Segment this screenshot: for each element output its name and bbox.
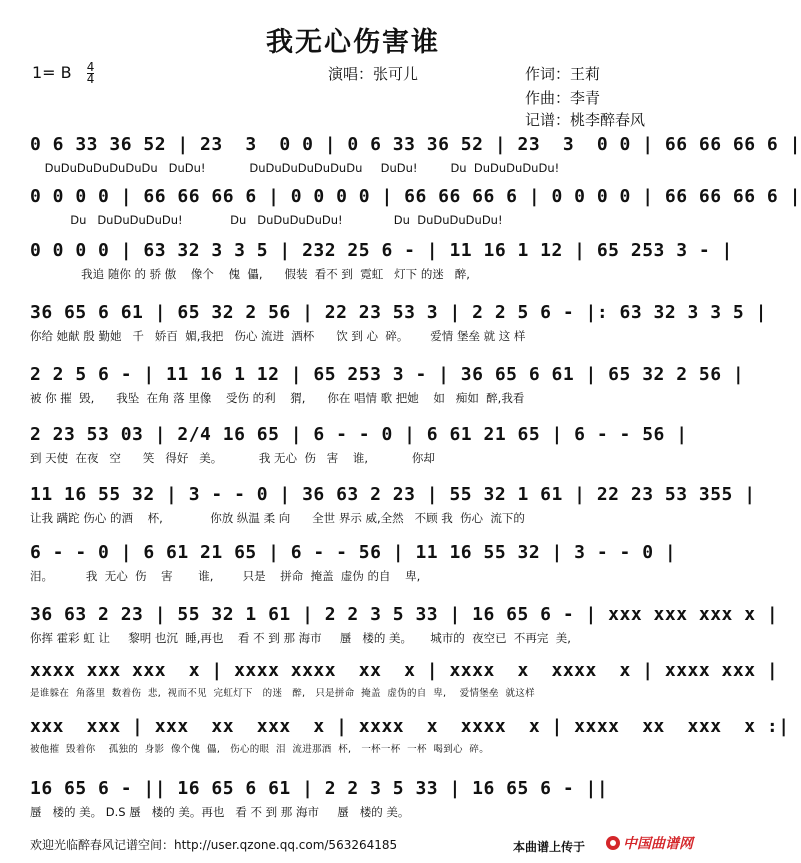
- score-row: [30, 238, 733, 286]
- score-row: [30, 362, 745, 410]
- lyrics-line: 到 天使 在夜 空 笑 得好 美。 我 无心 伤 害 谁, 你却: [30, 451, 435, 465]
- score-row: [30, 540, 676, 588]
- notes-line: 11 16 55 32 | 3 - - 0 | 36 63 2 23 | 55 32 1 61 | 22 23 53 355 |: [30, 484, 756, 505]
- score-row: [30, 658, 779, 706]
- footer-link[interactable]: 欢迎光临醉春风记谱空间：http://user.qzone.qq.com/563264185: [30, 838, 398, 852]
- score-row: [30, 300, 767, 348]
- key-label: 1= B: [32, 63, 72, 82]
- lyrics-line: 蜃 楼的 美。 D.S 蜃 楼的 美。再也 看 不 到 那 海市 蜃 楼的 美。: [30, 805, 410, 819]
- lyrics-line: 你给 她献 殷 勤她 千 娇百 媚,我把 伤心 流进 酒杯 饮 到 心 碎。 爱情 堡垒 就 这 样: [30, 329, 526, 343]
- notes-line: 2 2 5 6 - | 11 16 1 12 | 65 253 3 - | 36 65 6 61 | 65 32 2 56 |: [30, 364, 745, 385]
- score-row: [30, 776, 676, 824]
- lyrics-line: 你挥 霍彩 虹 让 黎明 也沉 睡,再也 看 不 到 那 海市 蜃 楼的 美。 城市的 夜空已 不再完 美,: [30, 631, 571, 645]
- notes-line: xxxx xxx xxx x | xxxx xxxx xx x | xxxx x xxxx x | xxxx xxx |: [30, 660, 779, 681]
- lyrics-line: Du DuDuDuDuDu! Du DuDuDuDuDu! Du DuDuDuDuDu!: [30, 213, 503, 227]
- lyrics-line: 被他摧 毁着你 孤独的 身影 像个傀 儡, 伤心的眼 泪 流进那酒 杯, 一杯一杯 一杯 喝到心 碎。: [30, 744, 490, 755]
- song-title: 我无心伤害谁: [266, 27, 440, 58]
- lyricist-credit: 作词：王莉: [525, 65, 601, 83]
- score-row: [30, 602, 779, 650]
- time-signature-bottom: 4: [86, 72, 95, 86]
- site-logo[interactable]: [606, 832, 698, 854]
- notes-line: 0 0 0 0 | 66 66 66 6 | 0 0 0 0 | 66 66 66 6 | 0 0 0 0 | 66 66 66 6 |: [30, 186, 801, 207]
- logo-icon: [606, 836, 620, 850]
- lyrics-line: 我追 随你 的 骄 傲 像个 傀 儡, 假装 看不 到 霓虹 灯下 的迷 醉,: [30, 267, 470, 281]
- notes-line: 2 23 53 03 | 2/4 16 65 | 6 - - 0 | 6 61 21 65 | 6 - - 56 |: [30, 424, 688, 445]
- notes-line: 6 - - 0 | 6 61 21 65 | 6 - - 56 | 11 16 55 32 | 3 - - 0 |: [30, 542, 677, 563]
- score-row: [30, 422, 688, 470]
- notes-line: xxx xxx | xxx xx xxx x | xxxx x xxxx x | xxxx xx xxx x :|: [30, 716, 790, 737]
- score-row: [30, 184, 801, 232]
- time-signature-top: 4: [86, 60, 95, 74]
- logo-text: 中国曲谱网: [623, 836, 693, 852]
- arranger-credit: 记谱：桃李醉春风: [525, 111, 646, 129]
- lyrics-line: 是谁躲在 角落里 数着伤 悲, 视而不见 完虹灯下 的迷 醉, 只是拼命 掩盖 虚伪的自 卑, 爱情堡垒 就这样: [30, 688, 535, 699]
- score-row: [30, 482, 756, 530]
- notes-line: 0 0 0 0 | 63 32 3 3 5 | 232 25 6 - | 11 16 1 12 | 65 253 3 - |: [30, 240, 733, 261]
- time-signature: [87, 62, 95, 85]
- notes-line: 16 65 6 - || 16 65 6 61 | 2 2 3 5 33 | 16 65 6 - ||: [30, 778, 609, 799]
- score-row: [30, 132, 801, 180]
- singer-credit: 演唱：张可儿: [328, 65, 419, 83]
- notes-line: 36 65 6 61 | 65 32 2 56 | 22 23 53 3 | 2 2 5 6 - |: 63 32 3 3 5 |: [30, 302, 767, 323]
- lyrics-line: DuDuDuDuDuDuDu DuDu! DuDuDuDuDuDuDu DuDu! Du DuDuDuDuDu!: [30, 161, 560, 175]
- key-signature: [32, 62, 94, 85]
- notes-line: 0 6 33 36 52 | 23 3 0 0 | 0 6 33 36 52 | 23 3 0 0 | 66 66 66 6 |: [30, 134, 801, 155]
- upload-note: 本曲谱上传于: [513, 840, 586, 854]
- score-row: [30, 714, 790, 762]
- composer-credit: 作曲：李青: [525, 89, 601, 107]
- lyrics-line: 被 你 摧 毁, 我坠 在角 落 里像 受伤 的利 猬, 你在 唱情 歌 把她 如 痴如 醉,我看: [30, 391, 525, 405]
- lyrics-line: 泪。 我 无心 伤 害 谁, 只是 拼命 掩盖 虚伪 的自 卑,: [30, 569, 421, 583]
- lyrics-line: 让我 蹒跎 伤心 的酒 杯, 你放 纵温 柔 向 全世 界示 威,全然 不顾 我 伤心 流下的: [30, 511, 525, 525]
- notes-line: 36 63 2 23 | 55 32 1 61 | 2 2 3 5 33 | 16 65 6 - | xxx xxx xxx x |: [30, 604, 779, 625]
